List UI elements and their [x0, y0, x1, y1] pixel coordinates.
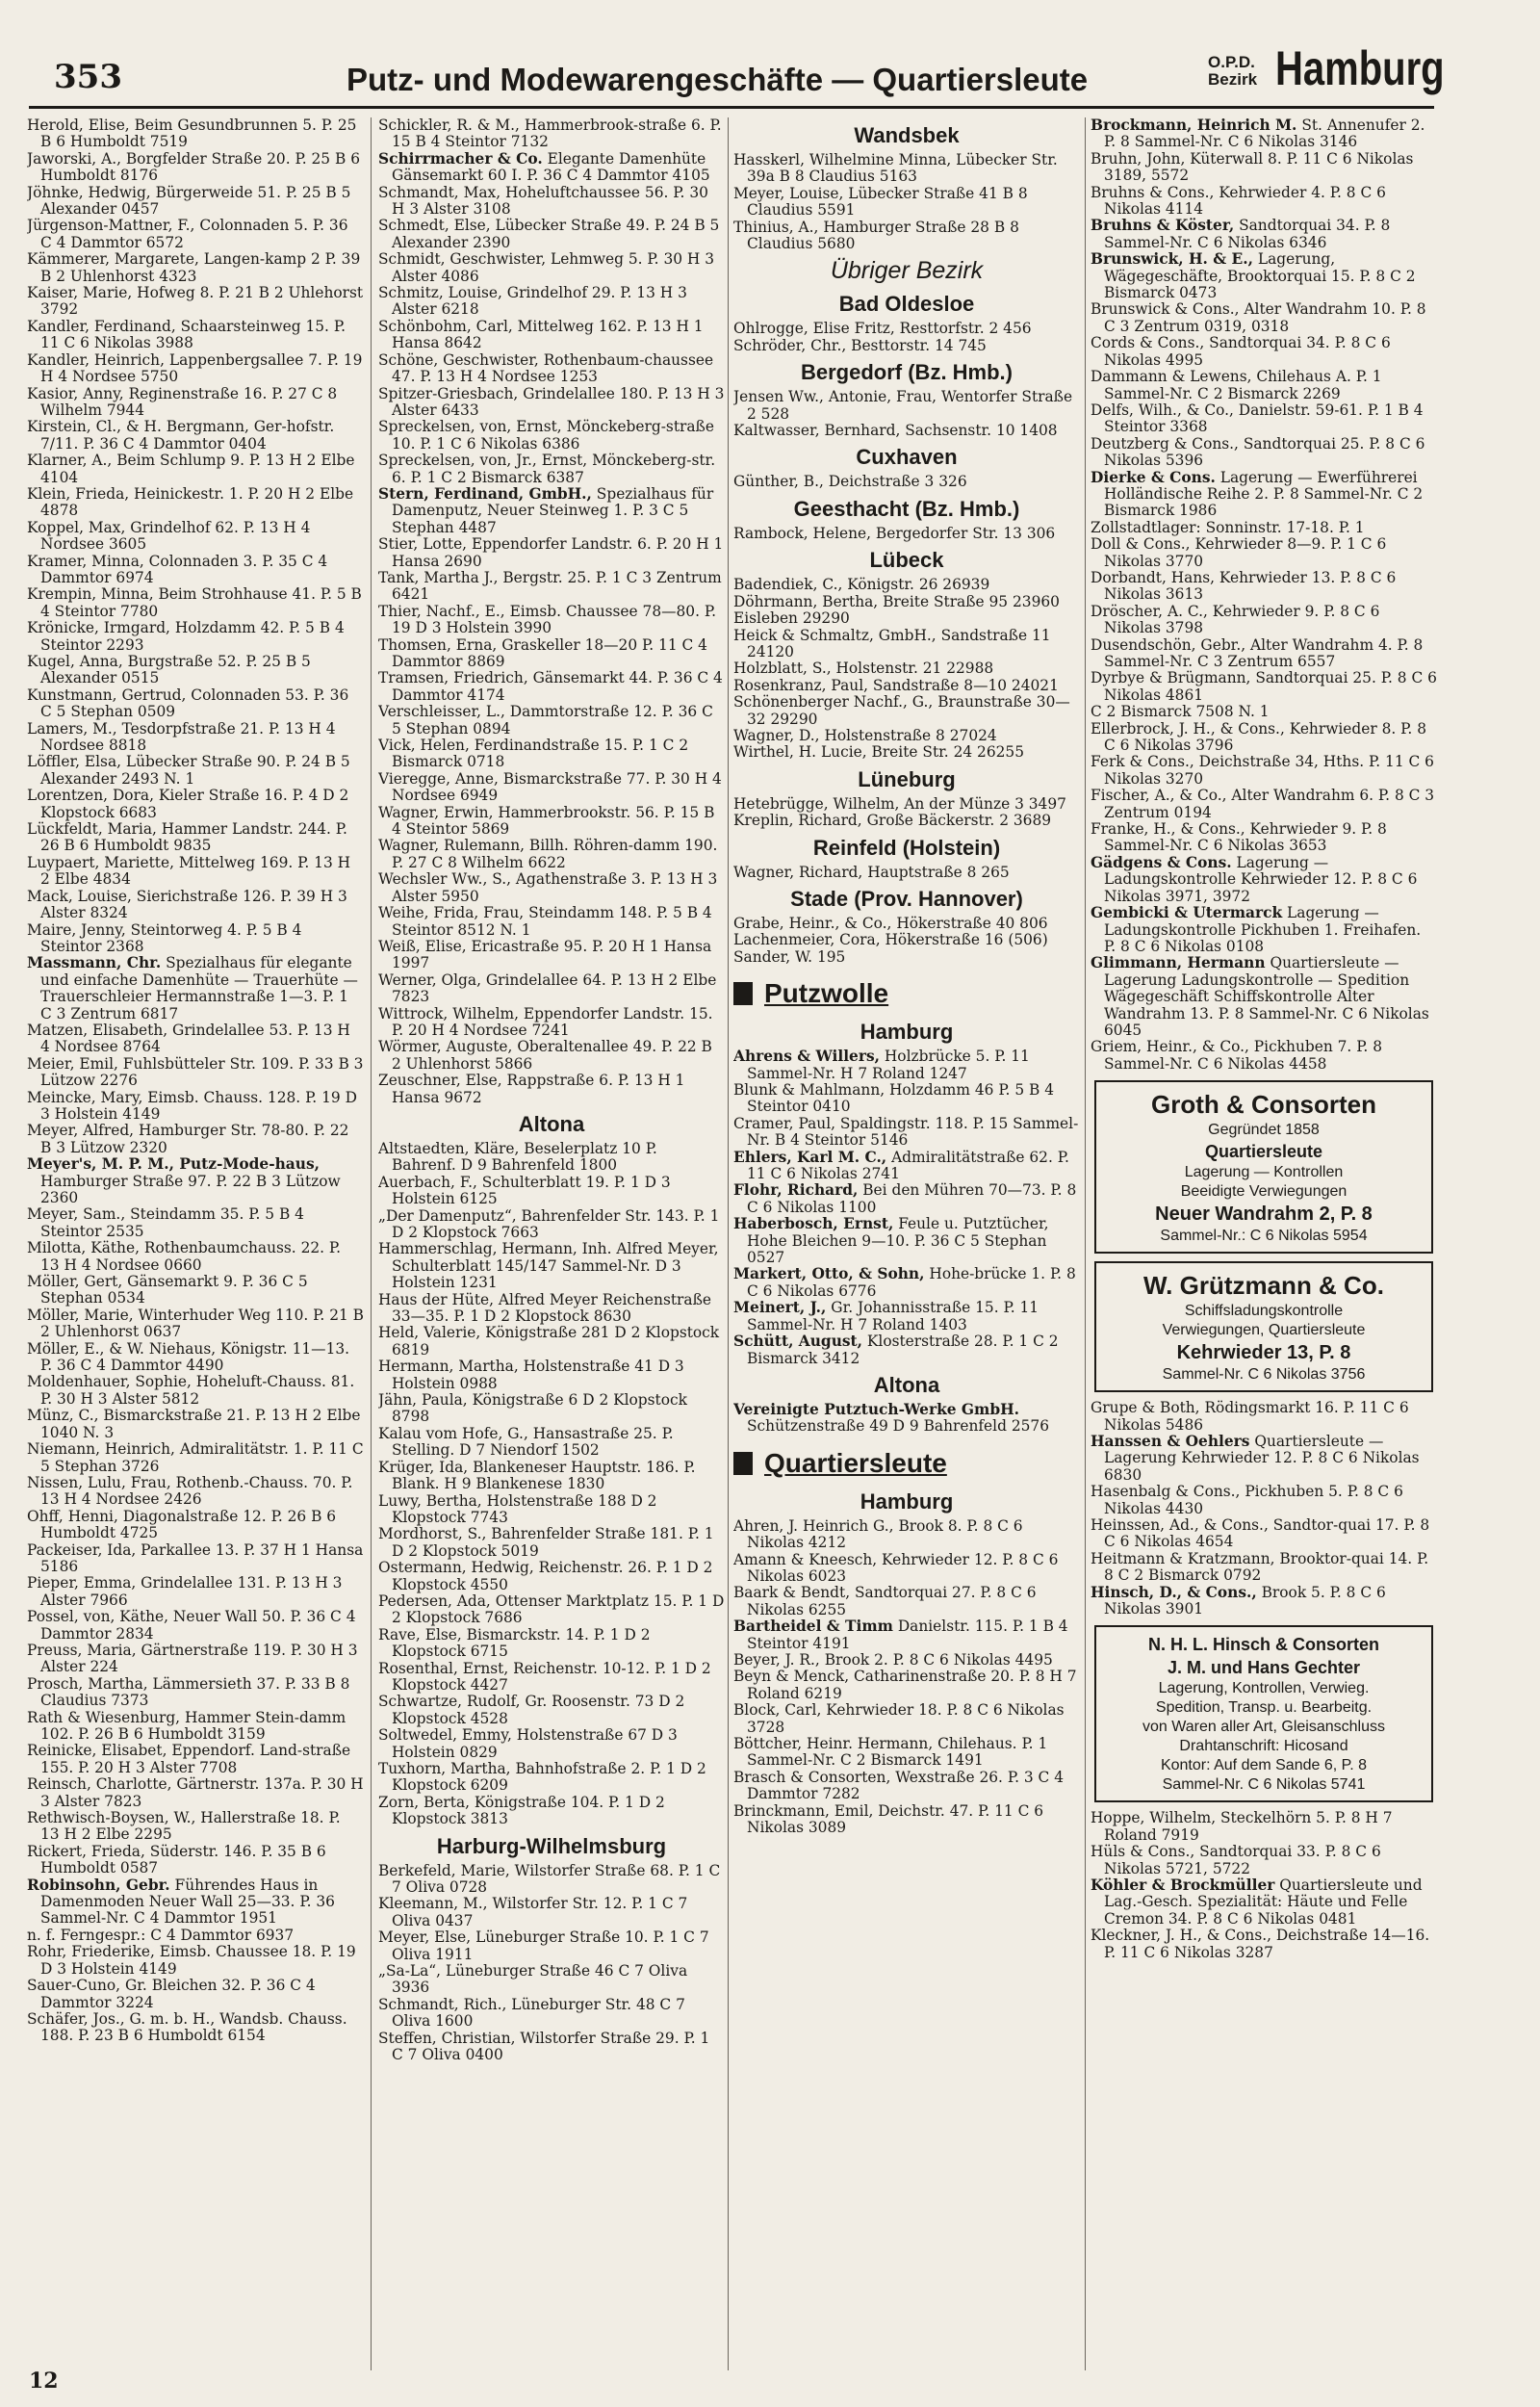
- directory-entry: Bruhns & Cons., Kehrwieder 4. P. 8 C 6 Nikolas 4114: [1091, 183, 1386, 219]
- place-heading: Cuxhaven: [856, 445, 958, 470]
- directory-entry: Meinert, J., Gr. Johannisstraße 15. P. 11 Sammel-Nr. H 7 Roland 1403: [733, 1299, 1040, 1333]
- directory-entry: Bruhn, John, Küterwall 8. P. 11 C 6 Nikolas 3189, 5572: [1091, 149, 1414, 185]
- directory-entry: Auerbach, F., Schulterblatt 19. P. 1 D 3 Holstein 6125: [378, 1173, 671, 1208]
- directory-entry: Schönbohm, Carl, Mittelweg 162. P. 13 H 1 Hansa 8642: [378, 317, 704, 352]
- directory-entry: Jöhnke, Hedwig, Bürgerweide 51. P. 25 B 5 Alexander 0457: [27, 183, 351, 219]
- region-name: Hamburg: [1275, 41, 1445, 95]
- running-title: Putz- und Modewarengeschäfte — Quartiersleute: [346, 62, 1089, 97]
- directory-entry: Rickert, Frieda, Süderstr. 146. P. 35 B 6 Humboldt 0587: [27, 1842, 326, 1877]
- directory-entry: Dusendschön, Gebr., Alter Wandrahm 4. P. 8 Sammel-Nr. C 3 Zentrum 6557: [1091, 635, 1424, 670]
- directory-entry: Münz, C., Bismarckstraße 21. P. 13 H 2 Elbe 1040 N. 3: [27, 1407, 361, 1441]
- directory-entry: Haberbosch, Ernst, Feule u. Putztücher, Hohe Bleichen 9—10. P. 36 C 5 Stephan 0527: [733, 1215, 1049, 1267]
- directory-entry: Vieregge, Anne, Bismarckstraße 77. P. 30 H 4 Nordsee 6949: [378, 769, 722, 805]
- place-heading: Hamburg: [860, 1020, 954, 1045]
- directory-entry: Möller, E., & W. Niehaus, Königstr. 11—13. P. 36 C 4 Dammtor 4490: [27, 1339, 350, 1375]
- directory-entry: Block, Carl, Kehrwieder 18. P. 8 C 6 Nikolas 3728: [733, 1701, 1065, 1736]
- opd-label: [1208, 54, 1257, 89]
- directory-entry: Delfs, Wilh., & Co., Danielstr. 59-61. P. 1 B 4 Steintor 3368: [1091, 401, 1424, 436]
- place-heading: Wandsbek: [854, 123, 960, 147]
- directory-entry: Pieper, Emma, Grindelallee 131. P. 13 H 3 Alster 7966: [27, 1574, 343, 1609]
- directory-entry: Vick, Helen, Ferdinandstraße 15. P. 1 C 2 Bismarck 0718: [378, 737, 689, 771]
- directory-entry: Stier, Lotte, Eppendorfer Landstr. 6. P. 20 H 1 Hansa 2690: [378, 535, 724, 570]
- directory-entry: Kleckner, J. H., & Cons., Deichstraße 14—16. P. 11 C 6 Nikolas 3287: [1091, 1927, 1430, 1961]
- directory-entry: Dorbandt, Hans, Kehrwieder 13. P. 8 C 6 Nikolas 3613: [1091, 568, 1397, 604]
- directory-entry: Tramsen, Friedrich, Gänsemarkt 44. P. 36 C 4 Dammtor 4174: [378, 669, 723, 704]
- directory-entry: Wagner, Richard, Hauptstraße 8 265: [733, 863, 1010, 881]
- advert-line: Gegründet 1858: [1208, 1122, 1320, 1139]
- directory-entry: Schmidt, Geschwister, Lehmweg 5. P. 30 H 3 Alster 4086: [378, 250, 715, 285]
- directory-entry: Verschleisser, L., Dammtorstraße 12. P. 36 C 5 Stephan 0894: [378, 703, 713, 738]
- column-rule: [728, 117, 729, 2370]
- directory-entry: Brunswick, H. & E., Lagerung, Wägegeschäfte, Brooktorquai 15. P. 8 C 2 Bismarck 0473: [1091, 250, 1416, 302]
- directory-entry: Wagner, Rulemann, Billh. Röhren-damm 190. P. 27 C 8 Wilhelm 6622: [378, 837, 718, 871]
- directory-entry: Schwartze, Rudolf, Gr. Roosenstr. 73 D 2 Klopstock 4528: [378, 1693, 685, 1727]
- directory-entry: Meyer, Louise, Lübecker Straße 41 B 8 Claudius 5591: [733, 184, 1028, 220]
- directory-entry: Krempin, Minna, Beim Strohhause 41. P. 5 B 4 Steintor 7780: [27, 585, 362, 620]
- putzwolle-label: Putzwolle: [764, 978, 889, 1009]
- column-rule: [1085, 117, 1086, 2370]
- directory-entry: Dröscher, A. C., Kehrwieder 9. P. 8 C 6 Nikolas 3798: [1091, 602, 1380, 637]
- opd-line: O.P.D.: [1208, 53, 1255, 71]
- advert-line: Verwiegungen, Quartiersleute: [1162, 1322, 1366, 1339]
- directory-entry: Ohlrogge, Elise Fritz, Resttorfstr. 2 456: [733, 320, 1032, 338]
- directory-entry: Ostermann, Hedwig, Reichenstr. 26. P. 1 D 2 Klopstock 4550: [378, 1559, 713, 1593]
- directory-entry: Berkefeld, Marie, Wilstorfer Straße 68. P. 1 C 7 Oliva 0728: [378, 1861, 721, 1897]
- directory-entry: Brinckmann, Emil, Deichstr. 47. P. 11 C 6 Nikolas 3089: [733, 1801, 1044, 1837]
- directory-entry: Massmann, Chr. Spezialhaus für elegante und einfache Damenhüte — Trauerhüte — Trauerschleier Hermannstraße 1—3. P. 1 C 3 Zentrum 6817: [27, 954, 358, 1022]
- directory-entry: Herold, Elise, Beim Gesundbrunnen 5. P. 25 B 6 Humboldt 7519: [27, 117, 357, 151]
- directory-entry: Heinssen, Ad., & Cons., Sandtor-quai 17. P. 8 C 6 Nikolas 4654: [1091, 1516, 1430, 1551]
- directory-entry: Hoppe, Wilhelm, Steckelhörn 5. P. 8 H 7 Roland 7919: [1091, 1809, 1393, 1844]
- directory-entry: Jaworski, A., Borgfelder Straße 20. P. 25 B 6 Humboldt 8176: [27, 149, 360, 185]
- directory-entry: Schütt, August, Klosterstraße 28. P. 1 C 2 Bismarck 3412: [733, 1333, 1059, 1367]
- directory-entry: Rethwisch-Boysen, W., Hallerstraße 18. P. 13 H 2 Elbe 2295: [27, 1809, 341, 1844]
- directory-entry: Nissen, Lulu, Frau, Rothenb.-Chauss. 70. P. 13 H 4 Nordsee 2426: [27, 1473, 353, 1509]
- advert-line: Beeidigte Verwiegungen: [1180, 1183, 1348, 1201]
- directory-entry: C 2 Bismarck 7508 N. 1: [1091, 703, 1270, 721]
- directory-entry: Schäfer, Jos., G. m. b. H., Wandsb. Chauss. 188. P. 23 B 6 Humboldt 6154: [27, 2009, 347, 2045]
- directory-entry: Gembicki & Utermarck Lagerung — Ladungskontrolle Pickhuben 1. Freihafen. P. 8 C 6 Nikolas 0108: [1091, 904, 1422, 955]
- directory-entry: Jürgenson-Mattner, F., Colonnaden 5. P. 36 C 4 Dammtor 6572: [27, 217, 348, 251]
- directory-entry: Schickler, R. & M., Hammerbrook-straße 6. P. 15 B 4 Steintor 7132: [378, 117, 722, 151]
- directory-entry: Klein, Frieda, Heinickestr. 1. P. 20 H 2 Elbe 4878: [27, 484, 354, 520]
- directory-entry: Wechsler Ww., S., Agathenstraße 3. P. 13 H 3 Alster 5950: [378, 870, 718, 905]
- directory-entry: Cords & Cons., Sandtorquai 34. P. 8 C 6 Nikolas 4995: [1091, 334, 1391, 369]
- directory-entry: Heick & Schmaltz, GmbH., Sandstraße 11 24120: [733, 626, 1051, 660]
- directory-entry: Niemann, Heinrich, Admiralitätstr. 1. P. 11 C 5 Stephan 3726: [27, 1440, 364, 1475]
- directory-entry: Möller, Gert, Gänsemarkt 9. P. 36 C 5 Stephan 0534: [27, 1273, 308, 1307]
- directory-entry: Altstaedten, Kläre, Beselerplatz 10 P. Bahrenf. D 9 Bahrenfeld 1800: [378, 1139, 657, 1175]
- directory-entry: Kugel, Anna, Burgstraße 52. P. 25 B 5 Alexander 0515: [27, 653, 311, 687]
- directory-entry: Soltwedel, Emmy, Holstenstraße 67 D 3 Holstein 0829: [378, 1726, 678, 1761]
- directory-entry: Weihe, Frida, Frau, Steindamm 148. P. 5 B 4 Steintor 8512 N. 1: [378, 904, 712, 939]
- directory-entry: Doll & Cons., Kehrwieder 8—9. P. 1 C 6 Nikolas 3770: [1091, 535, 1387, 570]
- directory-entry: Schirrmacher & Co. Elegante Damenhüte Gänsemarkt 60 I. P. 36 C 4 Dammtor 4105: [378, 149, 710, 185]
- directory-entry: „Sa-La“, Lüneburger Straße 46 C 7 Oliva 3936: [378, 1962, 688, 1997]
- directory-entry: Krönicke, Irmgard, Holzdamm 42. P. 5 B 4 Steintor 2293: [27, 619, 345, 654]
- directory-entry: Mordhorst, S., Bahrenfelder Straße 181. P. 1 D 2 Klopstock 5019: [378, 1525, 714, 1560]
- directory-entry: Kandler, Ferdinand, Schaarsteinweg 15. P. 11 C 6 Nikolas 3988: [27, 317, 346, 352]
- directory-entry: Kasior, Anny, Reginenstraße 16. P. 27 C 8 Wilhelm 7944: [27, 384, 338, 419]
- directory-entry: Held, Valerie, Königstraße 281 D 2 Klopstock 6819: [378, 1324, 720, 1359]
- place-heading: Altona: [518, 1111, 585, 1136]
- directory-entry: Rave, Else, Bismarckstr. 14. P. 1 D 2 Klopstock 6715: [378, 1625, 651, 1661]
- directory-entry: Schönenberger Nachf., G., Braunstraße 30—32 29290: [733, 693, 1070, 728]
- directory-entry: Schöne, Geschwister, Rothenbaum-chaussee 47. P. 13 H 4 Nordsee 1253: [378, 350, 714, 386]
- directory-entry: Baark & Bendt, Sandtorquai 27. P. 8 C 6 Nikolas 6255: [733, 1584, 1037, 1618]
- directory-entry: Preuss, Maria, Gärtnerstraße 119. P. 30 H 3 Alster 224: [27, 1641, 358, 1676]
- directory-entry: Wirthel, H. Lucie, Breite Str. 24 26255: [733, 743, 1025, 762]
- directory-entry: Tank, Martha J., Bergstr. 25. P. 1 C 3 Zentrum 6421: [378, 568, 722, 604]
- directory-entry: Wagner, Erwin, Hammerbrookstr. 56. P. 15 B 4 Steintor 5869: [378, 803, 715, 839]
- column-3: [733, 117, 1080, 2380]
- directory-entry: Schmandt, Rich., Lüneburger Str. 48 C 7 Oliva 1600: [378, 1995, 685, 2031]
- directory-entry: Hetebrügge, Wilhelm, An der Münze 3 3497: [733, 794, 1066, 813]
- directory-entry: Thier, Nachf., E., Eimsb. Chaussee 78—80. P. 19 D 3 Holstein 3990: [378, 602, 717, 637]
- directory-entry: Jensen Ww., Antonie, Frau, Wentorfer Straße 2 528: [733, 388, 1073, 423]
- directory-entry: Franke, H., & Cons., Kehrwieder 9. P. 8 Sammel-Nr. C 6 Nikolas 3653: [1091, 820, 1387, 855]
- directory-entry: Werner, Olga, Grindelallee 64. P. 13 H 2 Elbe 7823: [378, 971, 717, 1006]
- directory-entry: Wittrock, Wilhelm, Eppendorfer Landstr. 15. P. 20 H 4 Nordsee 7241: [378, 1004, 713, 1039]
- other-district-label: Übriger Bezirk: [830, 257, 984, 285]
- category-heading-putzwolle: [733, 975, 1080, 1012]
- place-heading: Geesthacht (Bz. Hmb.): [793, 496, 1020, 521]
- place-heading: Altona: [873, 1372, 940, 1397]
- advert-phone: Sammel-Nr.: C 6 Nikolas 5954: [1160, 1228, 1368, 1245]
- directory-entry: Rosenkranz, Paul, Sandstraße 8—10 24021: [733, 676, 1059, 694]
- directory-entry: Kalau vom Hofe, G., Hansastraße 25. P. Stelling. D 7 Niendorf 1502: [378, 1424, 674, 1460]
- directory-entry: Heitmann & Kratzmann, Brooktor-quai 14. P. 8 C 2 Bismarck 0792: [1091, 1549, 1429, 1585]
- directory-entry: Luypaert, Mariette, Mittelweg 169. P. 13 H 2 Elbe 4834: [27, 853, 351, 889]
- directory-entry: Hasskerl, Wilhelmine Minna, Lübecker Str. 39a B 8 Claudius 5163: [733, 151, 1058, 186]
- directory-entry: Brockmann, Heinrich M. St. Annenufer 2. P. 8 Sammel-Nr. C 6 Nikolas 3146: [1091, 117, 1425, 151]
- place-heading: Stade (Prov. Hannover): [790, 886, 1023, 911]
- directory-entry: Brunswick & Cons., Alter Wandrahm 10. P. 8 C 3 Zentrum 0319, 0318: [1091, 300, 1426, 335]
- directory-entry: Beyer, J. R., Brook 2. P. 8 C 6 Nikolas 4495: [733, 1650, 1053, 1669]
- advert-line: von Waren aller Art, Gleisanschluss: [1142, 1719, 1385, 1736]
- category-heading-quartiersleute: [733, 1445, 1080, 1482]
- directory-entry: Fischer, A., & Co., Alter Wandrahm 6. P. 8 C 3 Zentrum 0194: [1091, 787, 1435, 821]
- directory-entry: Ferk & Cons., Deichstraße 34, Hths. P. 11 C 6 Nikolas 3270: [1091, 753, 1434, 788]
- directory-entry: Ehlers, Karl M. C., Admiralitätstraße 62. P. 11 C 6 Nikolas 2741: [733, 1148, 1069, 1183]
- directory-entry: Hüls & Cons., Sandtorquai 33. P. 8 C 6 Nikolas 5721, 5722: [1091, 1843, 1381, 1877]
- directory-entry: Ahrens & Willers, Holzbrücke 5. P. 11 Sammel-Nr. H 7 Roland 1247: [733, 1048, 1030, 1082]
- directory-entry: Possel, von, Käthe, Neuer Wall 50. P. 36 C 4 Dammtor 2834: [27, 1608, 356, 1643]
- advert-groth: [1094, 1080, 1433, 1254]
- directory-entry: „Der Damenputz“, Bahrenfelder Str. 143. P. 1 D 2 Klopstock 7663: [378, 1206, 720, 1241]
- directory-entry: Koppel, Max, Grindelhof 62. P. 13 H 4 Nordsee 3605: [27, 518, 311, 554]
- directory-entry: Haus der Hüte, Alfred Meyer Reichenstraße 33—35. P. 1 D 2 Klopstock 8630: [378, 1290, 711, 1326]
- directory-entry: Dyrbye & Brügmann, Sandtorquai 25. P. 8 C 6 Nikolas 4861: [1091, 669, 1437, 704]
- directory-entry: Kunstmann, Gertrud, Colonnaden 53. P. 36 C 5 Stephan 0509: [27, 686, 349, 721]
- column-4: [1091, 117, 1437, 2380]
- directory-entry: Ahren, J. Heinrich G., Brook 8. P. 8 C 6 Nikolas 4212: [733, 1516, 1023, 1552]
- directory-entry: Krüger, Ida, Blankeneser Hauptstr. 186. P. Blank. H 9 Blankenese 1830: [378, 1458, 696, 1493]
- directory-entry: Spitzer-Griesbach, Grindelallee 180. P. 13 H 3 Alster 6433: [378, 384, 725, 419]
- directory-entry: Luwy, Bertha, Holstenstraße 188 D 2 Klopstock 7743: [378, 1491, 657, 1526]
- directory-entry: Thomsen, Erna, Graskeller 18—20 P. 11 C 4 Dammtor 8869: [378, 635, 707, 670]
- directory-entry: Deutzberg & Cons., Sandtorquai 25. P. 8 C 6 Nikolas 5396: [1091, 434, 1425, 470]
- directory-entry: Möller, Marie, Winterhuder Weg 110. P. 21 B 2 Uhlenhorst 0637: [27, 1306, 364, 1341]
- advert-line: Lagerung — Kontrollen: [1184, 1164, 1344, 1181]
- directory-entry: Dammann & Lewens, Chilehaus A. P. 1 Sammel-Nr. C 2 Bismarck 2269: [1091, 368, 1382, 402]
- directory-entry: Gädgens & Cons. Lagerung — Ladungskontrolle Kehrwieder 12. P. 8 C 6 Nikolas 3971, 3972: [1091, 853, 1418, 905]
- directory-entry: Spreckelsen, von, Jr., Ernst, Mönckeberg-str. 6. P. 1 C 2 Bismarck 6387: [378, 452, 716, 486]
- directory-entry: Rohr, Friederike, Eimsb. Chaussee 18. P. 19 D 3 Holstein 4149: [27, 1943, 356, 1978]
- directory-entry: Köhler & Brockmüller Quartiersleute und Lag.-Gesch. Spezialität: Häute und Felle Cremon 34. P. 8 C 6 Nikolas 0481: [1091, 1876, 1423, 1928]
- directory-entry: Klarner, A., Beim Schlump 9. P. 13 H 2 Elbe 4104: [27, 452, 355, 486]
- directory-entry: Meincke, Mary, Eimsb. Chauss. 128. P. 19 D 3 Holstein 4149: [27, 1088, 357, 1123]
- quartiersleute-label: Quartiersleute: [764, 1447, 947, 1478]
- advert-line: Drahtanschrift: Hicosand: [1179, 1738, 1348, 1755]
- directory-entry: Schmedt, Else, Lübecker Straße 49. P. 24 B 5 Alexander 2390: [378, 217, 720, 251]
- directory-entry: Moldenhauer, Sophie, Hoheluft-Chauss. 81. P. 30 H 3 Alster 5812: [27, 1373, 355, 1408]
- directory-entry: Kaiser, Marie, Hofweg 8. P. 21 B 2 Uhlehorst 3792: [27, 284, 364, 319]
- directory-entry: Maire, Jenny, Steintorweg 4. P. 5 B 4 Steintor 2368: [27, 920, 302, 955]
- directory-entry: Kreplin, Richard, Große Bäckerstr. 2 3689: [733, 812, 1052, 830]
- place-heading: Bad Oldesloe: [838, 292, 975, 317]
- directory-entry: Schmandt, Max, Hoheluftchaussee 56. P. 30 H 3 Alster 3108: [378, 183, 708, 219]
- directory-entry: Reinicke, Elisabet, Eppendorf. Land-straße 155. P. 20 H 3 Alster 7708: [27, 1742, 351, 1776]
- advert-address: Kehrwieder 13, P. 8: [1176, 1342, 1351, 1364]
- advert-line: Quartiersleute: [1204, 1142, 1323, 1162]
- directory-entry: Dierke & Cons. Lagerung — Ewerführerei Holländische Reihe 2. P. 8 Sammel-Nr. C 2 Bismarck 1986: [1091, 468, 1424, 520]
- directory-entry: Günther, B., Deichstraße 3 326: [733, 473, 967, 491]
- directory-entry: Reinsch, Charlotte, Gärtnerstr. 137a. P. 30 H 3 Alster 7823: [27, 1775, 364, 1810]
- directory-entry: Wagner, D., Holstenstraße 8 27024: [733, 726, 997, 744]
- advert-line: Kontor: Auf dem Sande 6, P. 8: [1160, 1757, 1368, 1774]
- directory-entry: Markert, Otto, & Sohn, Hohe-brücke 1. P. 8 C 6 Nikolas 6776: [733, 1265, 1076, 1300]
- directory-entry: Kämmerer, Margarete, Langen-kamp 2 P. 39 B 2 Uhlenhorst 4323: [27, 250, 361, 285]
- directory-entry: Bruhns & Köster, Sandtorquai 34. P. 8 Sammel-Nr. C 6 Nikolas 6346: [1091, 217, 1391, 251]
- directory-entry: Grupe & Both, Rödingsmarkt 16. P. 11 C 6 Nikolas 5486: [1091, 1399, 1409, 1434]
- directory-entry: Grabe, Heinr., & Co., Hökerstraße 40 806: [733, 914, 1048, 932]
- directory-entry: Prosch, Martha, Lämmersieth 37. P. 33 B 8 Claudius 7373: [27, 1674, 350, 1710]
- advert-address: Neuer Wandrahm 2, P. 8: [1155, 1204, 1373, 1226]
- directory-entry: Badendiek, C., Königstr. 26 26939: [733, 576, 990, 594]
- advert-hinsch: [1094, 1625, 1433, 1802]
- directory-entry: Rambock, Helene, Bergedorfer Str. 13 306: [733, 524, 1056, 542]
- directory-entry: Döhrmann, Bertha, Breite Straße 95 23960: [733, 592, 1060, 610]
- directory-entry: Sauer-Cuno, Gr. Bleichen 32. P. 36 C 4 Dammtor 3224: [27, 1977, 316, 2011]
- column-1: [27, 117, 364, 2380]
- directory-entry: Pedersen, Ada, Ottenser Marktplatz 15. P. 1 D 2 Klopstock 7686: [378, 1592, 725, 1627]
- directory-entry: Weiß, Elise, Ericastraße 95. P. 20 H 1 Hansa 1997: [378, 937, 712, 972]
- directory-entry: Sander, W. 195: [733, 947, 846, 966]
- footer-mark: 12: [29, 2368, 59, 2394]
- directory-entry: Meyer, Alfred, Hamburger Str. 78-80. P. 22 B 3 Lützow 2320: [27, 1122, 349, 1156]
- directory-entry: Holzblatt, S., Holstenstr. 21 22988: [733, 660, 994, 678]
- directory-entry: Wörmer, Auguste, Oberaltenallee 49. P. 22 B 2 Uhlenhorst 5866: [378, 1038, 712, 1073]
- bezirk-line: Bezirk: [1208, 70, 1258, 89]
- directory-entry: Milotta, Käthe, Rothenbaumchauss. 22. P. 13 H 4 Nordsee 0660: [27, 1239, 342, 1274]
- directory-entry: Hasenbalg & Cons., Pickhuben 5. P. 8 C 6 Nikolas 4430: [1091, 1483, 1403, 1517]
- directory-entry: Kaltwasser, Bernhard, Sachsenstr. 10 1408: [733, 422, 1058, 440]
- directory-entry: Steffen, Christian, Wilstorfer Straße 29. P. 1 C 7 Oliva 0400: [378, 2029, 710, 2064]
- directory-entry: Matzen, Elisabeth, Grindelallee 53. P. 13 H 4 Nordsee 8764: [27, 1021, 350, 1056]
- directory-entry: Brasch & Consorten, Wexstraße 26. P. 3 C 4 Dammtor 7282: [733, 1768, 1065, 1803]
- place-heading: Harburg-Wilhelmsburg: [436, 1833, 667, 1858]
- directory-entry: Ellerbrock, J. H., & Cons., Kehrwieder 8. P. 8 C 6 Nikolas 3796: [1091, 719, 1426, 755]
- directory-entry: Zeuschner, Else, Rappstraße 6. P. 13 H 1 Hansa 9672: [378, 1072, 685, 1106]
- advert-phone: Sammel-Nr. C 6 Nikolas 5741: [1162, 1776, 1366, 1794]
- directory-entry: Kirstein, Cl., & H. Bergmann, Ger-hofstr. 7/11. P. 36 C 4 Dammtor 0404: [27, 418, 335, 453]
- advert-title: N. H. L. Hinsch & Consorten: [1147, 1635, 1379, 1655]
- directory-entry: Jähn, Paula, Königstraße 6 D 2 Klopstock 8798: [378, 1391, 687, 1426]
- directory-entry: Hammerschlag, Hermann, Inh. Alfred Meyer, Schulterblatt 145/147 Sammel-Nr. D 3 Holstein 1231: [378, 1240, 719, 1292]
- advert-gruetzmann: [1094, 1261, 1433, 1392]
- directory-entry: Beyn & Menck, Catharinenstraße 20. P. 8 H 7 Roland 6219: [733, 1668, 1077, 1702]
- place-heading: Lübeck: [869, 548, 944, 573]
- directory-entry: Hinsch, D., & Cons., Brook 5. P. 8 C 6 Nikolas 3901: [1091, 1583, 1386, 1618]
- advert-line: Schiffsladungskontrolle: [1184, 1303, 1344, 1320]
- directory-entry: Meyer, Sam., Steindamm 35. P. 5 B 4 Steintor 2535: [27, 1205, 304, 1240]
- directory-entry: Mack, Louise, Sierichstraße 126. P. 39 H 3 Alster 8324: [27, 887, 347, 922]
- directory-entry: Lorentzen, Dora, Kieler Straße 16. P. 4 D 2 Klopstock 6683: [27, 787, 349, 821]
- directory-entry: Meier, Emil, Fuhlsbütteler Str. 109. P. 33 B 3 Lützow 2276: [27, 1054, 364, 1090]
- directory-entry: Rosenthal, Ernst, Reichenstr. 10-12. P. 1 D 2 Klopstock 4427: [378, 1659, 711, 1694]
- place-heading: Reinfeld (Holstein): [812, 835, 1001, 860]
- directory-entry: Cramer, Paul, Spaldingstr. 118. P. 15 Sammel-Nr. B 4 Steintor 5146: [733, 1114, 1079, 1150]
- directory-entry: Hermann, Martha, Holstenstraße 41 D 3 Holstein 0988: [378, 1358, 684, 1392]
- advert-line: Lagerung, Kontrollen, Verwieg.: [1158, 1680, 1370, 1697]
- directory-entry: Amann & Kneesch, Kehrwieder 12. P. 8 C 6 Nikolas 6023: [733, 1550, 1059, 1585]
- directory-entry: Zorn, Berta, Königstraße 104. P. 1 D 2 Klopstock 3813: [378, 1793, 665, 1828]
- directory-entry: Hanssen & Oehlers Quartiersleute — Lagerung Kehrwieder 12. P. 8 C 6 Nikolas 6830: [1091, 1432, 1420, 1484]
- column-2: [378, 117, 725, 2380]
- advert-title: Groth & Consorten: [1151, 1090, 1376, 1120]
- directory-entry: Stern, Ferdinand, GmbH., Spezialhaus für Damenputz, Neuer Steinweg 1. P. 3 C 5 Stephan 4487: [378, 484, 714, 536]
- directory-entry: Robinsohn, Gebr. Führendes Haus in Damenmoden Neuer Wall 25—33. P. 36 Sammel-Nr. C 4 Dammtor 1951: [27, 1876, 335, 1928]
- advert-phone: Sammel-Nr. C 6 Nikolas 3756: [1162, 1366, 1366, 1384]
- place-heading: Lüneburg: [858, 766, 956, 791]
- directory-entry: Thinius, A., Hamburger Straße 28 B 8 Claudius 5680: [733, 218, 1019, 253]
- directory-entry: Spreckelsen, von, Ernst, Mönckeberg-straße 10. P. 1 C 6 Nikolas 6386: [378, 418, 714, 453]
- directory-entry: Lamers, M., Tesdorpfstraße 21. P. 13 H 4 Nordsee 8818: [27, 719, 336, 755]
- directory-entry: Griem, Heinr., & Co., Pickhuben 7. P. 8 Sammel-Nr. C 6 Nikolas 4458: [1091, 1038, 1383, 1073]
- directory-entry: Tuxhorn, Martha, Bahnhofstraße 2. P. 1 D 2 Klopstock 6209: [378, 1760, 706, 1795]
- directory-entry: Lachenmeier, Cora, Hökerstraße 16 (506): [733, 931, 1048, 949]
- advert-title: W. Grützmann & Co.: [1143, 1271, 1384, 1301]
- directory-entry: Blunk & Mahlmann, Holzdamm 46 P. 5 B 4 Steintor 0410: [733, 1081, 1055, 1116]
- place-heading: Hamburg: [860, 1488, 954, 1514]
- directory-entry: Kramer, Minna, Colonnaden 3. P. 35 C 4 Dammtor 6974: [27, 552, 328, 586]
- directory-entry: Eisleben 29290: [733, 609, 850, 628]
- directory-entry: Flohr, Richard, Bei den Mühren 70—73. P. 8 C 6 Nikolas 1100: [733, 1181, 1077, 1216]
- directory-entry: n. f. Ferngespr.: C 4 Dammtor 6937: [27, 1926, 295, 1944]
- directory-entry: Zollstadtlager: Sonninstr. 17-18. P. 1: [1091, 518, 1365, 536]
- directory-entry: Packeiser, Ida, Parkallee 13. P. 37 H 1 Hansa 5186: [27, 1540, 364, 1575]
- directory-entry: Kandler, Heinrich, Lappenbergsallee 7. P. 19 H 4 Nordsee 5750: [27, 350, 363, 386]
- directory-entry: Löffler, Elsa, Lübecker Straße 90. P. 24 B 5 Alexander 2493 N. 1: [27, 753, 350, 788]
- directory-entry: Lückfeldt, Maria, Hammer Landstr. 244. P. 26 B 6 Humboldt 9835: [27, 820, 347, 855]
- column-rule: [371, 117, 372, 2370]
- directory-entry: Vereinigte Putztuch-Werke GmbH. Schützenstraße 49 D 9 Bahrenfeld 2576: [733, 1400, 1050, 1436]
- directory-entry: Meyer, Else, Lüneburger Straße 10. P. 1 C 7 Oliva 1911: [378, 1928, 709, 1963]
- section-heading-other-district: [733, 256, 1080, 286]
- directory-entry: Schröder, Chr., Besttorstr. 14 745: [733, 336, 987, 354]
- directory-entry: Bartheidel & Timm Danielstr. 115. P. 1 B 4 Steintor 4191: [733, 1618, 1068, 1652]
- directory-entry: Meyer's, M. P. M., Putz-Mode-haus, Hamburger Straße 97. P. 22 B 3 Lützow 2360: [27, 1155, 341, 1206]
- directory-entry: Ohff, Henni, Diagonalstraße 12. P. 26 B 6 Humboldt 4725: [27, 1507, 337, 1542]
- place-heading: Bergedorf (Bz. Hmb.): [801, 360, 1013, 385]
- advert-line: Spedition, Transp. u. Bearbeitg.: [1155, 1699, 1373, 1717]
- advert-subtitle: J. M. und Hans Gechter: [1167, 1658, 1361, 1678]
- directory-entry: Böttcher, Heinr. Hermann, Chilehaus. P. 1 Sammel-Nr. C 2 Bismarck 1491: [733, 1735, 1048, 1770]
- square-bullet-icon: [733, 1452, 753, 1475]
- directory-entry: Schmitz, Louise, Grindelhof 29. P. 13 H 3 Alster 6218: [378, 284, 687, 319]
- directory-entry: Rath & Wiesenburg, Hammer Stein-damm 102. P. 26 B 6 Humboldt 3159: [27, 1708, 346, 1743]
- square-bullet-icon: [733, 982, 753, 1005]
- page-number: 353: [54, 58, 122, 96]
- directory-entry: Glimmann, Hermann Quartiersleute — Lagerung Ladungskontrolle — Spedition Wägegeschäft Schiffskontrolle Alter Wandrahm 13. P. 8 Sammel-Nr. C 6 Nikolas 6045: [1091, 954, 1429, 1039]
- directory-entry: Kleemann, M., Wilstorfer Str. 12. P. 1 C 7 Oliva 0437: [378, 1895, 688, 1929]
- page-header: [29, 37, 1445, 109]
